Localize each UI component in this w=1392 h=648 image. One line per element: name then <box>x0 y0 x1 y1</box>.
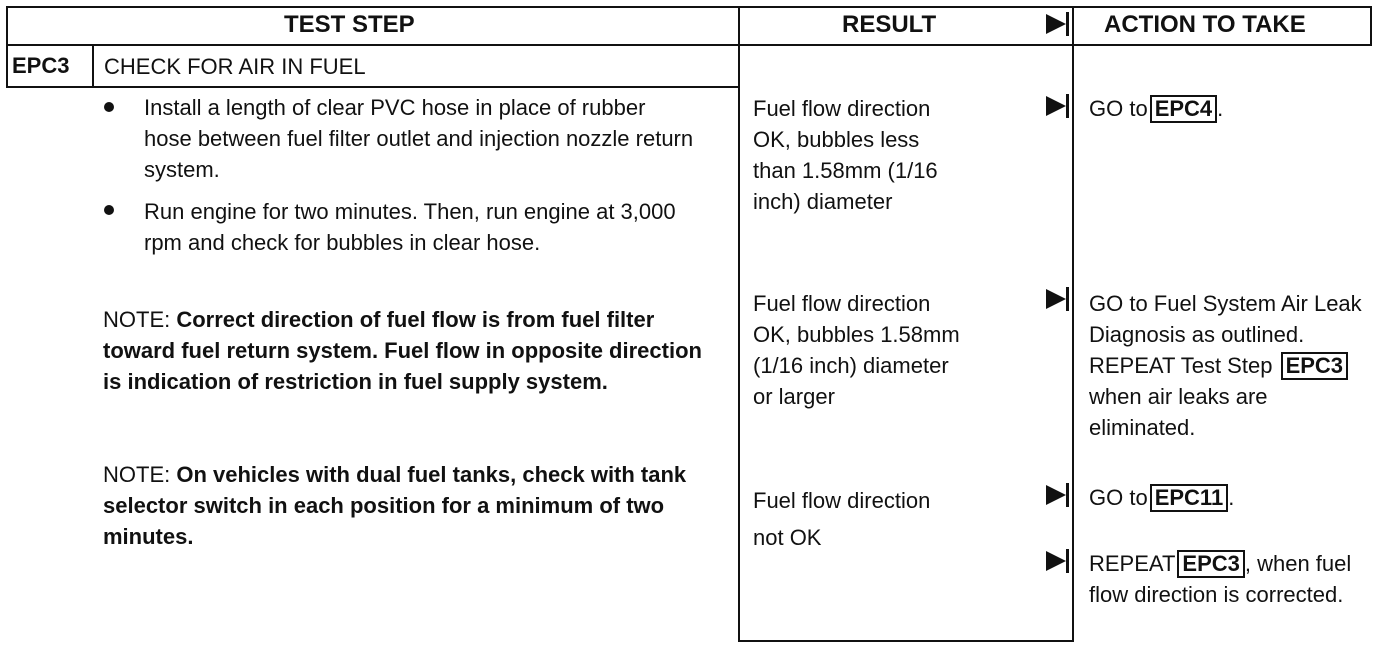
header-test-step: TEST STEP <box>284 11 415 38</box>
step-code: EPC3 <box>12 53 70 78</box>
result-item: Fuel flow direction OK, bubbles less than 1.58mm (1/16 inch) diameter <box>753 96 938 214</box>
instruction-item: Install a length of clear PVC hose in place of rubber hose between fuel filter outlet and injection nozzle return system. <box>144 95 694 182</box>
column-divider-test-result <box>738 6 740 642</box>
step-title: CHECK FOR AIR IN FUEL <box>104 54 366 79</box>
action-item: GO to EPC11 . <box>1089 485 1235 510</box>
step-ref-epc4[interactable]: EPC4 <box>1150 95 1217 123</box>
bullet-icon <box>104 102 114 112</box>
arrow-bar-icon <box>1066 483 1069 507</box>
step-code-divider <box>92 46 94 86</box>
header-action-to-take: ACTION TO TAKE <box>1104 11 1306 38</box>
step-ref-epc3[interactable]: EPC3 <box>1281 352 1348 380</box>
action-item: GO to Fuel System Air Leak Diagnosis as outlined. REPEAT Test Step EPC3 when air leaks are eliminated. <box>1089 291 1362 440</box>
action-item: GO to EPC4 . <box>1089 96 1224 121</box>
bullet-icon <box>104 205 114 215</box>
note <box>103 459 718 552</box>
step-ref-epc3[interactable]: EPC3 <box>1177 550 1244 578</box>
table-bottom-border <box>738 640 1072 642</box>
arrow-bar-icon <box>1066 94 1069 118</box>
table-right-border <box>1370 6 1372 46</box>
header-arrow-icon <box>1046 14 1066 34</box>
arrow-icon <box>1046 289 1066 309</box>
header-result: RESULT <box>842 11 937 38</box>
arrow-bar-icon <box>1066 549 1069 573</box>
note-text: On vehicles with dual fuel tanks, check with tank selector switch in each position for a minimum of two minutes. <box>103 462 687 549</box>
result-item: Fuel flow direction OK, bubbles 1.58mm (1/16 inch) diameter or larger <box>753 291 960 409</box>
result-item: Fuel flow direction not OK <box>753 488 931 550</box>
note-text: Correct direction of fuel flow is from fuel filter toward fuel return system. Fuel flow in opposite direction is indication of restriction in fuel supply system. <box>103 307 702 394</box>
instruction-item: Run engine for two minutes. Then, run engine at 3,000 rpm and check for bubbles in clear hose. <box>144 199 676 255</box>
note <box>103 304 718 397</box>
header-arrow-bar-icon <box>1066 12 1069 36</box>
step-ref-epc11[interactable]: EPC11 <box>1150 484 1229 512</box>
header-bottom-border <box>6 44 1370 46</box>
arrow-bar-icon <box>1066 287 1069 311</box>
arrow-icon <box>1046 485 1066 505</box>
note-label: NOTE: <box>103 462 171 487</box>
arrow-icon <box>1046 551 1066 571</box>
step-title-bottom-border <box>6 86 738 88</box>
arrow-icon <box>1046 96 1066 116</box>
table-top-border <box>6 6 1370 8</box>
note-label: NOTE: <box>103 307 171 332</box>
action-item: REPEAT EPC3 , when fuel flow direction is corrected. <box>1089 551 1352 607</box>
table-left-border <box>6 6 8 88</box>
column-divider-result-action <box>1072 6 1074 642</box>
